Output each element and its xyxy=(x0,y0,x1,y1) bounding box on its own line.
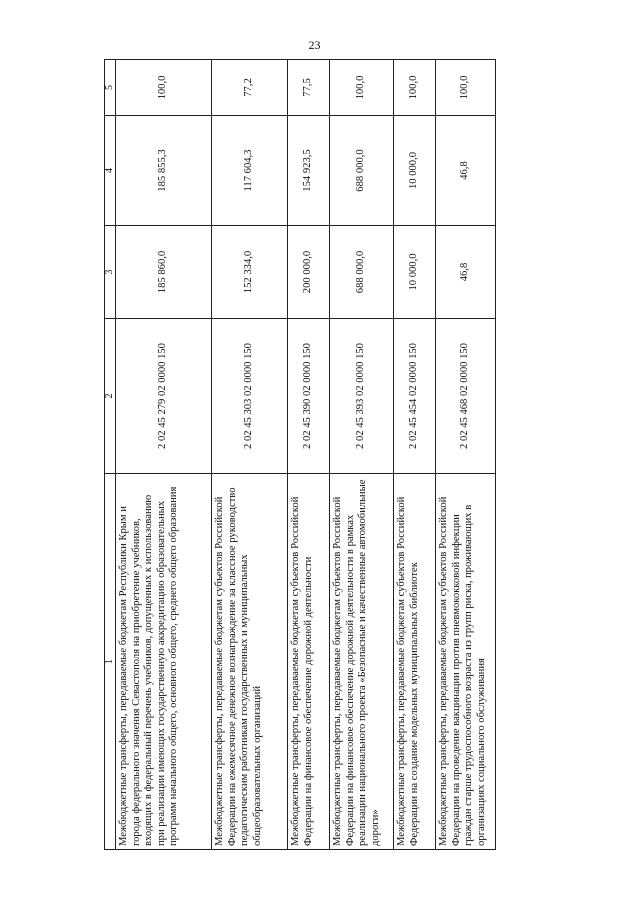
row-description: Межбюджетные трансферты, передаваемые бюджетам субъектов Российской Федерации на ежемесячное денежное вознаграждение за классное руководство педагогическим работникам государственных и муниципальных общеобразовательных организаций xyxy=(212,474,288,850)
table-row xyxy=(288,60,330,850)
row-planned: 185 860,0 xyxy=(116,226,212,319)
row-code: 2 02 45 393 02 0000 150 xyxy=(330,319,394,474)
row-executed: 154 923,5 xyxy=(288,116,330,226)
row-percent: 77,2 xyxy=(212,60,288,116)
row-percent: 77,5 xyxy=(288,60,330,116)
page-number: 23 xyxy=(308,38,321,52)
row-description: Межбюджетные трансферты, передаваемые бюджетам субъектов Российской Федерации на финансовое обеспечение дорожной деятельности в рамках реализации национального проекта «Безопасные и качественные автомобильные дороги» xyxy=(330,474,394,850)
row-description: Межбюджетные трансферты, передаваемые бюджетам субъектов Российской Федерации на финансовое обеспечение дорожной деятельности xyxy=(288,474,330,850)
row-executed: 10 000,0 xyxy=(394,116,436,226)
row-executed: 688 000,0 xyxy=(330,116,394,226)
row-code: 2 02 45 303 02 0000 150 xyxy=(212,319,288,474)
header-col-4: 4 xyxy=(105,116,116,226)
row-planned: 200 000,0 xyxy=(288,226,330,319)
table-row xyxy=(436,60,496,850)
header-col-5: 5 xyxy=(105,60,116,116)
row-code: 2 02 45 279 02 0000 150 xyxy=(116,319,212,474)
row-description: Межбюджетные трансферты, передаваемые бюджетам субъектов Российской Федерации на создание модельных муниципальных библиотек xyxy=(394,474,436,850)
row-description: Межбюджетные трансферты, передаваемые бюджетам Республики Крым и города федерального значения Севастополя на приобретение учебников, входящих в федеральный перечень учебников, допущенных к использованию при реализации имеющих государственную аккредитацию образовательных программ начального общего, основного общего, среднего общего образования xyxy=(116,474,212,850)
table-header-row xyxy=(105,60,116,850)
row-code: 2 02 45 390 02 0000 150 xyxy=(288,319,330,474)
row-executed: 185 855,3 xyxy=(116,116,212,226)
table-row xyxy=(116,60,212,850)
row-code: 2 02 45 454 02 0000 150 xyxy=(394,319,436,474)
table-row xyxy=(212,60,288,850)
row-planned: 152 334,0 xyxy=(212,226,288,319)
table-row xyxy=(330,60,394,850)
rotated-table-container xyxy=(104,60,496,850)
row-percent: 100,0 xyxy=(330,60,394,116)
row-planned: 46,8 xyxy=(436,226,496,319)
row-percent: 100,0 xyxy=(394,60,436,116)
header-col-3: 3 xyxy=(105,226,116,319)
row-percent: 100,0 xyxy=(116,60,212,116)
table-row xyxy=(394,60,436,850)
row-percent: 100,0 xyxy=(436,60,496,116)
row-planned: 10 000,0 xyxy=(394,226,436,319)
header-col-1: 1 xyxy=(105,474,116,850)
row-executed: 46,8 xyxy=(436,116,496,226)
row-executed: 117 604,3 xyxy=(212,116,288,226)
row-code: 2 02 45 468 02 0000 150 xyxy=(436,319,496,474)
header-col-2: 2 xyxy=(105,319,116,474)
budget-transfers-table xyxy=(104,59,496,850)
row-planned: 688 000,0 xyxy=(330,226,394,319)
row-description: Межбюджетные трансферты, передаваемые бюджетам субъектов Российской Федерации на проведение вакцинации против пневмококковой инфекции граждан старше трудоспособного возраста из групп риска, проживающих в организациях социального обслуживания xyxy=(436,474,496,850)
